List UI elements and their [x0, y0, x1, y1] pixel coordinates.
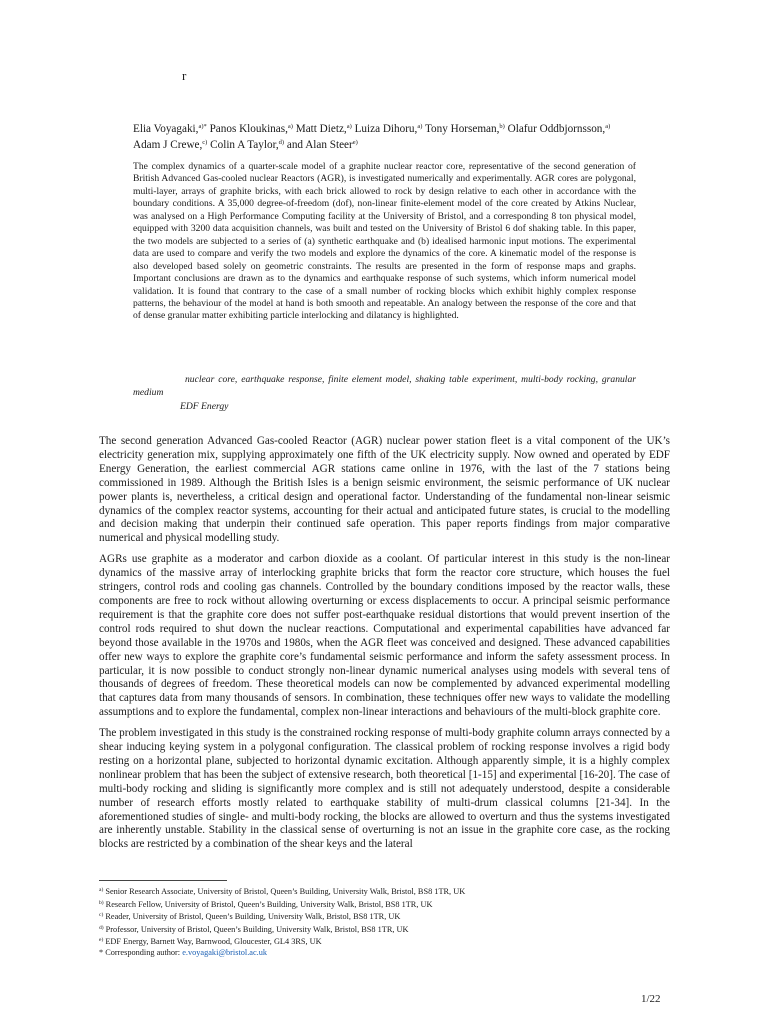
- abstract: The complex dynamics of a quarter-scale model of a graphite nuclear reactor core, representative of the second generation of British Advanced Gas-cooled nuclear Reactors (AGR), is investigated numerically and experimentally. AGR cores are polygonal, multi-layer, arrays of graphite bricks, with each brick allowed to rock by design relative to each other in accordance with the boundary conditions. A 35,000 degree-of-freedom (dof), non-linear finite-element model of the core created by Atkins Nuclear, was analysed on a High Performance Computing facility at the University of Bristol, and a corresponding 8 ton physical model, equipped with 3200 data acquisition channels, was built and tested on the University of Bristol 6 dof shaking table. In this paper, the two models are subjected to a series of (a) synthetic earthquake and (b) idealised harmonic input motions. The experimental data are used to compare and verify the two models and explore the dynamics of the core. A kinematic model of the response is also developed based solely on geometric constraints. The results are presented in the form of response maps and graphs. Important conclusions are drawn as to the dynamics and earthquake response of such systems, which inform numerical model validation. It is found that contrary to the case of a small number of rocking blocks which exhibit highly complex response patterns, the behaviour of the model at hand is both smooth and repeatable. An analogy between the response of the core and that of dense granular matter exhibiting particle interlocking and dilatancy is highlighted.: [133, 161, 636, 322]
- footnote-mark: b): [99, 899, 104, 906]
- footnote-mark: c): [99, 912, 104, 919]
- author-name: Matt Dietz,: [292, 123, 347, 135]
- author-name: Panos Kloukinas,: [206, 123, 288, 135]
- author-line-1: [133, 120, 653, 136]
- affiliation-mark: d): [278, 139, 285, 146]
- page-number: 1/22: [641, 993, 661, 1005]
- footnote-text: EDF Energy, Barnett Way, Barnwood, Gloucester, GL4 3RS, UK: [103, 937, 322, 947]
- footnote-divider: [99, 880, 227, 881]
- corresponding-author: [99, 948, 659, 959]
- footnote: [99, 898, 659, 911]
- author-name: Tony Horseman,: [422, 123, 500, 135]
- affiliation-mark: a): [417, 123, 423, 130]
- author-name: Adam J Crewe,: [133, 139, 203, 151]
- author-line-2: [133, 136, 653, 152]
- affiliation-mark: a): [346, 123, 352, 130]
- footnote: [99, 885, 659, 898]
- keywords-text: nuclear core, earthquake response, finite element model, shaking table experiment, multi-body rocking, granular medium: [133, 374, 636, 398]
- affiliation-mark: a): [605, 123, 611, 130]
- footnote-text: Reader, University of Bristol, Queen’s Building, University Walk, Bristol, BS8 1TR, UK: [103, 912, 401, 922]
- body-paragraph: AGRs use graphite as a moderator and carbon dioxide as a coolant. Of particular interest in this study is the non-linear dynamics of the massive array of interlocking graphite bricks that form the reactor core structure, which houses the fuel stringers, control rods and cooling gas channels. Controlled by the boundary conditions imposed by the reactor walls, these components are free to rock without allowing overturning or excess displacements to occur. A principal seismic performance requirement is that the graphite core does not suffer post-earthquake residual distortions that would prevent insertion of the control rods required to shut down the nuclear reactions. Computational and experimental capabilities have advanced far beyond those available in the 1970s and 1980s, when the AGR fleet was conceived and designed. These advanced capabilities offer new ways to explore the graphite core’s fundamental seismic performance and inform the safety assessment process. In particular, it is now possible to conduct strongly non-linear dynamic numerical analyses using models with several tens of thousands of degrees of freedom. These theoretical models can now be complemented by advanced experimental modelling that captures data from many thousands of sensors. In combination, these techniques offer new ways to validate the modelling assumptions and to explore the fundamental, complex non-linear interactions and behaviours of the multi-block graphite core.: [99, 553, 670, 719]
- footnote-mark: d): [99, 924, 104, 931]
- footnote-text: Research Fellow, University of Bristol, Queen’s Building, University Walk, Bristol, BS8 1TR, UK: [103, 899, 433, 909]
- author-name: Olafur Oddbjornsson,: [504, 123, 606, 135]
- author-name: and Alan Steer: [284, 139, 353, 151]
- title-fragment: r: [182, 68, 187, 83]
- affiliation-mark: c): [202, 139, 208, 146]
- footnote: [99, 910, 659, 923]
- affiliation-mark: a): [287, 123, 293, 130]
- body-paragraph: The problem investigated in this study is the constrained rocking response of multi-body graphite column arrays connected by a shear inducing keying system in a polygonal configuration. The classical problem of rocking response involves a rigid body resting on a horizontal plane, subjected to horizontal dynamic excitation. Although apparently simple, it is a highly complex nonlinear problem that has been the subject of extensive research, both theoretical [1-15] and experimental [16-20]. The case of multi-body rocking and sliding is significantly more complex and is still not adequately understood, despite a considerable number of research efforts mostly related to earthquake stability of multi-drum classical columns [21-34]. In the aforementioned studies of single- and multi-body rocking, the blocks are allowed to overturn and thus the systems investigated are inherently unstable. Stability in the classical sense of overturning is not an issue in the graphite core case, as the rocking blocks are restricted by a combination of the shear keys and the lateral: [99, 727, 670, 851]
- body-paragraph: The second generation Advanced Gas-cooled Reactor (AGR) nuclear power station fleet is a vital component of the UK’s electricity generation mix, supplying approximately one fifth of the UK electricity supply. Now owned and operated by EDF Energy Generation, the earliest commercial AGR stations came online in 1976, with the last of the 7 stations being commissioned in 1989. Although the British Isles is a benign seismic environment, the seismic performance of UK nuclear power plants is, nevertheless, a critical design and operational factor. Understanding of the fundamental non-linear seismic dynamics of the complex reactor systems, accounting for their actual and anticipated future states, is crucial to the modelling and decision making that underpin their continued safe operation. This paper reports findings from major comparative numerical and physical modelling study.: [99, 435, 670, 545]
- body-text: [99, 435, 670, 859]
- corresponding-label: * Corresponding author:: [99, 947, 183, 957]
- footnote: [99, 935, 659, 948]
- footnote: [99, 923, 659, 936]
- affiliation-mark: b): [499, 123, 505, 130]
- corresponding-email-link[interactable]: e.voyagaki@bristol.ac.uk: [182, 947, 268, 957]
- footnote-text: Professor, University of Bristol, Queen’s Building, University Walk, Bristol, BS8 1TR, UK: [103, 924, 409, 934]
- affiliation-mark: a)*: [198, 123, 207, 130]
- keywords: [133, 374, 636, 399]
- footnote-mark: e): [99, 937, 104, 944]
- footnote-text: Senior Research Associate, University of Bristol, Queen’s Building, University Walk, Bristol, BS8 1TR, UK: [103, 887, 466, 896]
- funder: EDF Energy: [180, 401, 229, 412]
- footnotes: [99, 885, 659, 959]
- author-name: Luiza Dihoru,: [351, 123, 418, 135]
- author-list: [133, 120, 653, 152]
- affiliation-mark: e): [352, 139, 358, 146]
- footnote-mark: a): [99, 887, 104, 893]
- author-name: Elia Voyagaki,: [133, 123, 199, 135]
- author-name: Colin A Taylor,: [207, 139, 279, 151]
